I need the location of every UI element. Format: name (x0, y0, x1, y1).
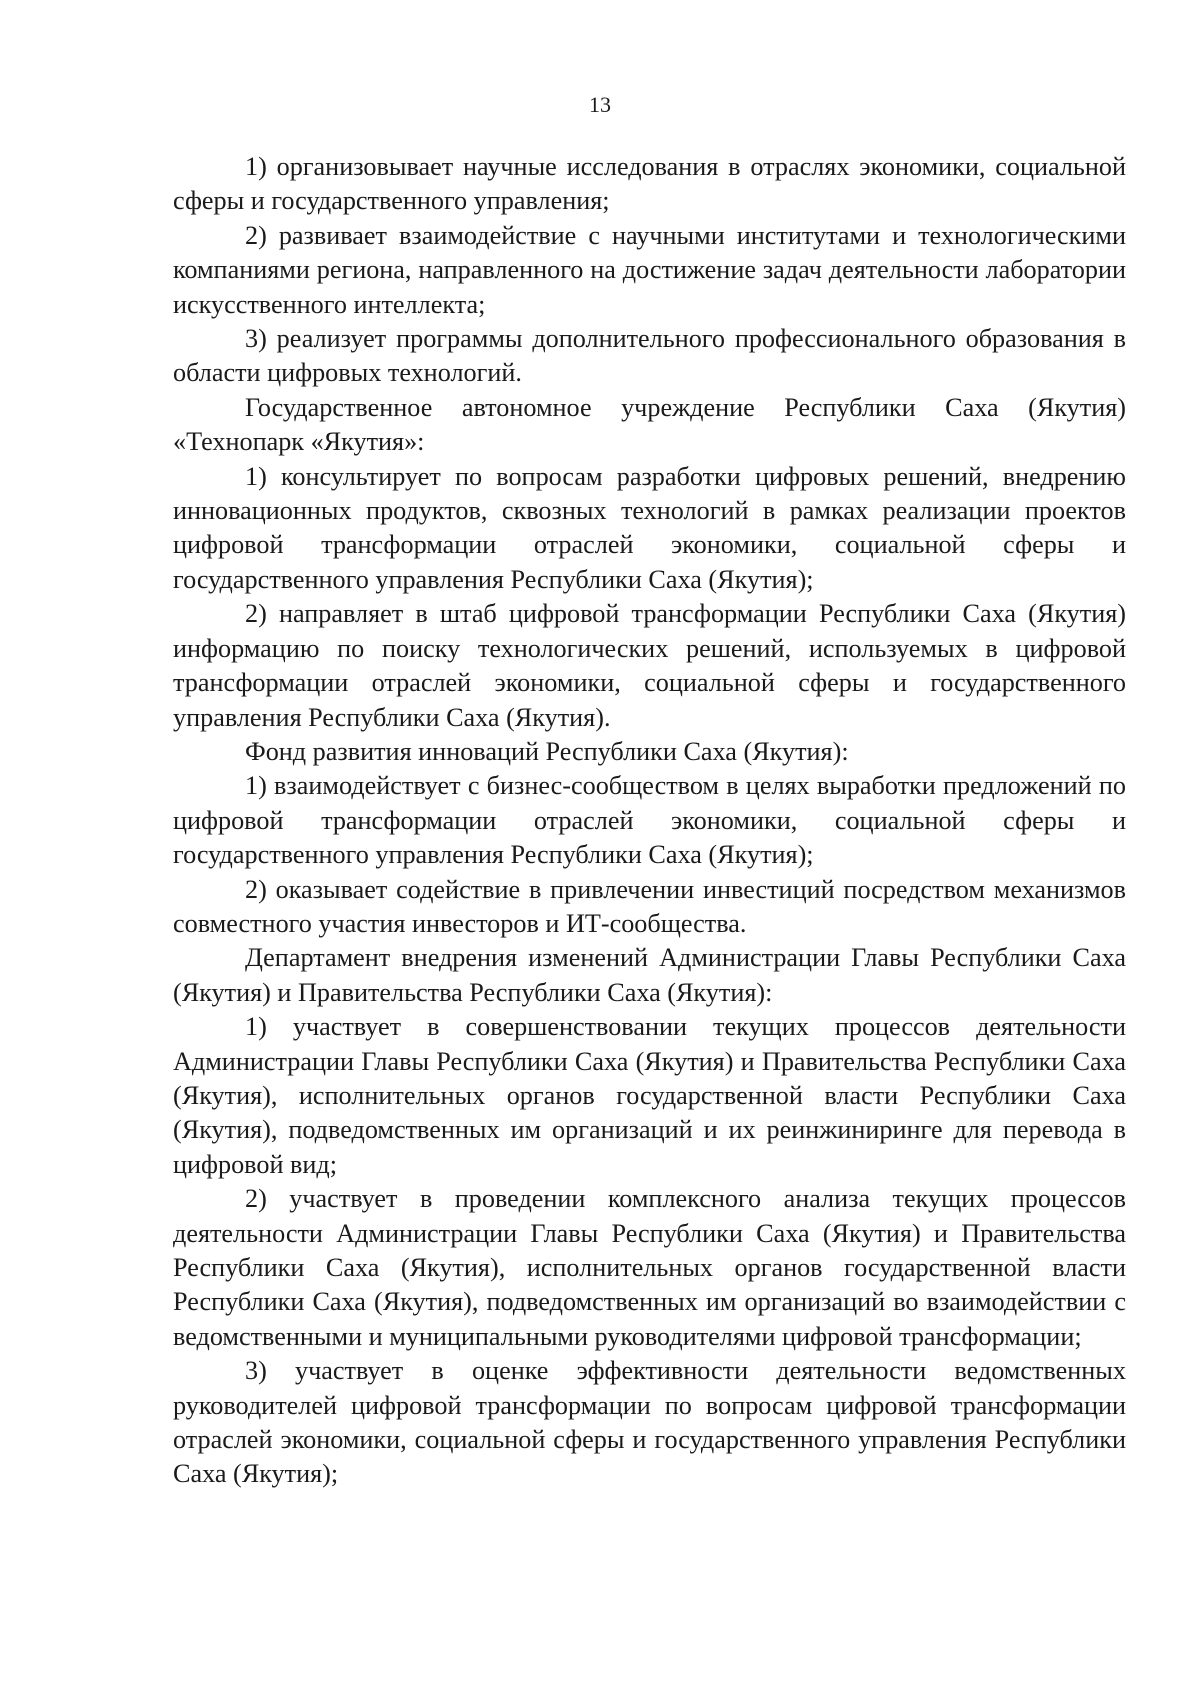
section-heading-technopark: Государственное автономное учреждение Республики Саха (Якутия) «Технопарк «Якутия»: (173, 392, 1126, 457)
list-item-sends-information: 2) направляет в штаб цифровой трансформации Республики Саха (Якутия) информацию по поиску технологических решений, используемых в цифровой трансформации отраслей экономики, социальной сферы и государственного управления Республики Саха (Якутия). (173, 599, 1126, 732)
section-heading-innovation-fund: Фонд развития инноваций Республики Саха (Якутия): (245, 736, 849, 766)
list-item-improves-processes: 1) участвует в совершенствовании текущих процессов деятельности Администрации Главы Республики Саха (Якутия) и Правительства Республики Саха (Якутия), исполнительных органов государственной власти Республики Саха (Якутия), подведомственных им организаций и их реинжиниринге для перевода в цифровой вид; (173, 1012, 1126, 1179)
list-item-consults: 1) консультирует по вопросам разработки цифровых решений, внедрению инновационных продуктов, сквозных технологий в рамках реализации проектов цифровой трансформации отраслей экономики, социальной сферы и государственного управления Республики Саха (Якутия); (173, 461, 1126, 594)
list-item-evaluates-efficiency: 3) участвует в оценке эффективности деятельности ведомственных руководителей цифровой трансформации по вопросам цифровой трансформации отраслей экономики, социальной сферы и государственного управления Республики Саха (Якутия); (173, 1356, 1126, 1489)
list-item-implements-programs: 3) реализует программы дополнительного профессионального образования в области цифровых технологий. (173, 324, 1126, 388)
list-item-assists-investments: 2) оказывает содействие в привлечении инвестиций посредством механизмов совместного участия инвесторов и ИТ-сообщества. (173, 874, 1126, 938)
page-number: 13 (589, 92, 611, 117)
list-item-organizes-research: 1) организовывает научные исследования в отраслях экономики, социальной сферы и государственного управления; (173, 152, 1126, 216)
section-heading-change-department: Департамент внедрения изменений Администрации Главы Республики Саха (Якутия) и Правительства Республики Саха (Якутия): (173, 943, 1126, 1007)
list-item-analyzes-processes: 2) участвует в проведении комплексного анализа текущих процессов деятельности Администрации Главы Республики Саха (Якутия) и Правительства Республики Саха (Якутия), исполнительных органов государственной власти Республики Саха (Якутия), подведомственных им организаций во взаимодействии с ведомственными и муниципальными руководителями цифровой трансформации; (173, 1184, 1126, 1351)
list-item-develops-interaction: 2) развивает взаимодействие с научными институтами и технологическими компаниями региона, направленного на достижение задач деятельности лаборатории искусственного интеллекта; (173, 220, 1126, 319)
list-item-interacts-business: 1) взаимодействует с бизнес-сообществом в целях выработки предложений по цифровой трансформации отраслей экономики, социальной сферы и государственного управления Республики Саха (Якутия); (173, 771, 1126, 870)
document-body (173, 150, 1126, 1492)
